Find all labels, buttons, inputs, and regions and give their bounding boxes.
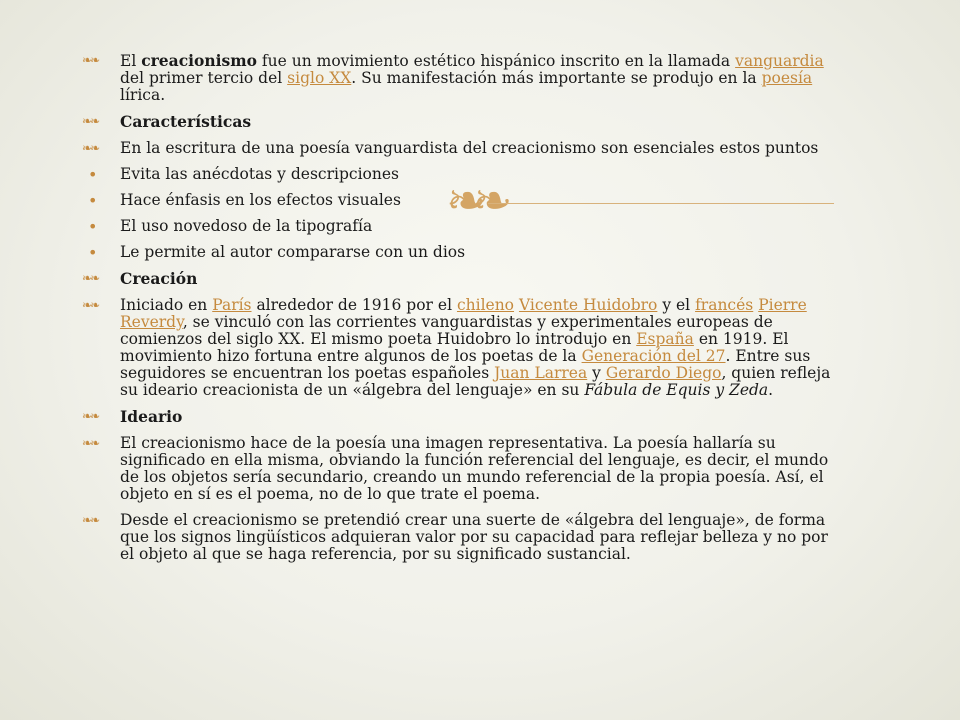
link-vicente-huidobro[interactable]: Vicente Huidobro (518, 296, 658, 314)
term-creacionismo: creacionismo (141, 51, 257, 70)
link-vanguardia[interactable]: vanguardia (735, 52, 824, 70)
floral-bullet-icon (82, 297, 112, 314)
floral-bullet-icon (82, 270, 112, 287)
link-espana[interactable]: España (636, 330, 694, 348)
floral-bullet-icon (82, 435, 112, 452)
paragraph-algebra: ❧ ❧ Desde el creacionismo se pretendió crear una suerte de «álgebra del lenguaje», de forma que los signos lingüísticos adquieran valor por su capacidad para reflejar belleza y no por el objeto al que se haga referencia, por su significado sustancial. (82, 512, 842, 563)
paragraph-puntos: ❧ ❧ En la escritura de una poesía vanguardista del creacionismo son esenciales estos puntos (82, 140, 842, 157)
dot-bullet-icon (82, 166, 118, 183)
heading-ideario: ❧ ❧ Ideario (82, 408, 842, 426)
link-gerardo-diego[interactable]: Gerardo Diego (605, 364, 722, 382)
paragraph-creacion: ❧ ❧ Iniciado en París alrededor de 1916 por el chileno Vicente Huidobro y el francés Pierre Reverdy, se vinculó con las corrientes vanguardistas y experimentales europeas de comienzos del siglo XX. El mismo poeta Huidobro lo introdujo en España en 1919. El movimiento hizo fortuna entre algunos de los poetas de la Generación del 27. Entre sus seguidores se encuentran los poetas españoles Juan Larrea y Gerardo Diego, quien refleja su ideario creacionista de un «álgebra del lenguaje» en su Fábula de Equis y Zeda. (82, 297, 842, 399)
dot-bullet-icon (82, 218, 118, 235)
floral-bullet-icon (82, 140, 112, 157)
link-chileno[interactable]: chileno (456, 296, 515, 314)
swirl-ornament-icon: ❧❧ (446, 173, 499, 229)
point-item: • Evita las anécdotas y descripciones (82, 166, 842, 183)
link-paris[interactable]: París (212, 296, 252, 314)
heading-creacion: ❧ ❧ Creación (82, 270, 842, 288)
floral-bullet-icon (82, 408, 112, 425)
book-title: Fábula de Equis y Zeda (584, 381, 769, 399)
floral-bullet-icon (82, 52, 112, 69)
dot-bullet-icon (82, 244, 118, 261)
point-item: • Le permite al autor compararse con un dios (82, 244, 842, 261)
paragraph-intro: ❧ ❧ El creacionismo fue un movimiento estético hispánico inscrito en la llamada vanguardia del primer tercio del siglo XX. Su manifestación más importante se produjo en la poesía lírica. (82, 52, 842, 104)
link-siglo-xx[interactable]: siglo XX (287, 69, 352, 87)
heading-caracteristicas: ❧ ❧ Características (82, 113, 842, 131)
floral-bullet-icon (82, 512, 112, 529)
link-pierre-reverdy[interactable]: Pierre Reverdy (120, 296, 807, 331)
dot-bullet-icon (82, 192, 118, 209)
link-poesia[interactable]: poesía (761, 69, 813, 87)
link-generacion-del-27[interactable]: Generación del 27 (581, 347, 726, 365)
floral-bullet-icon (82, 113, 112, 130)
slide-content (82, 52, 842, 572)
link-frances[interactable]: francés (695, 296, 754, 314)
point-item: • El uso novedoso de la tipografía (82, 218, 842, 235)
link-juan-larrea[interactable]: Juan Larrea (494, 364, 588, 382)
paragraph-ideario: ❧ ❧ El creacionismo hace de la poesía una imagen representativa. La poesía hallaría su significado en ella misma, obviando la función referencial del lenguaje, es decir, el mundo de los objetos sería secundario, creando un mundo referencial de la propia poesía. Así, el objeto en sí es el poema, no de lo que trate el poema. (82, 435, 842, 503)
point-item: • Hace énfasis en los efectos visuales (82, 192, 842, 209)
